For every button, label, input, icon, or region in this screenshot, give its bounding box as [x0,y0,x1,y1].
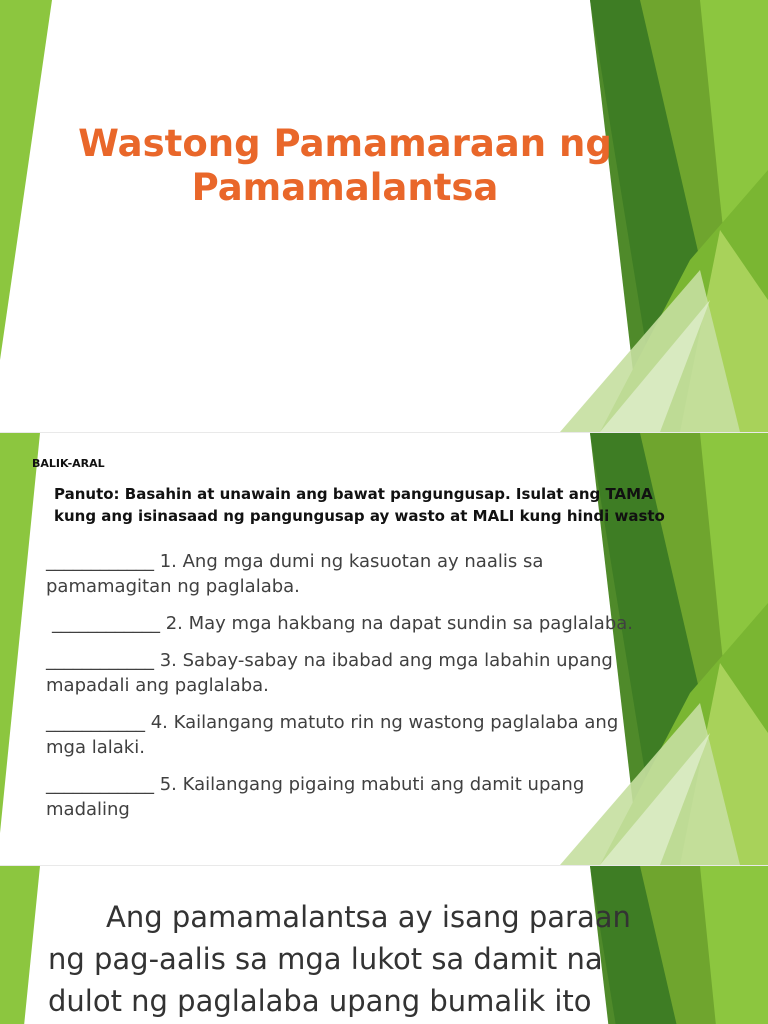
instruction-line: Panuto: Basahin at unawain ang bawat pangungusap. Isulat ang TAMA [54,485,653,503]
question-line: ___________ 4. Kailangang matuto rin ng wastong paglalaba ang [46,712,619,733]
slide-title-text [40,122,650,210]
question-item [46,648,706,698]
definition-line: dulot ng paglalaba upang bumalik ito [48,984,592,1018]
definition-line: ng pag-aalis sa mga lukot sa damit na [48,942,603,976]
question-line: ____________ 5. Kailangang pigaing mabuti ang damit upang [46,774,585,795]
title-line: Pamamalantsa [191,166,499,209]
definition-line: Ang pamamalantsa ay isang paraan [106,900,631,934]
question-line: ____________ 3. Sabay-sabay na ibabad ang mga labahin upang [46,650,613,671]
question-list [46,549,706,834]
question-item [46,611,706,636]
instruction-text [54,483,694,527]
question-line: madaling [46,799,130,820]
question-item [46,772,706,822]
green-triangle-decoration [0,0,768,432]
section-label: BALIK-ARAL [32,457,105,470]
slide-review [0,433,768,865]
slide-definition [0,866,768,1024]
question-line: pamamagitan ng paglalaba. [46,576,300,597]
title-line: Wastong Pamamaraan ng [78,122,612,165]
question-item [46,710,706,760]
instruction-line: kung ang isinasaad ng pangungusap ay wasto at MALI kung hindi wasto [54,507,665,525]
slide-title [0,0,768,432]
question-line: ____________ 2. May mga hakbang na dapat sundin sa paglalaba. [52,613,633,634]
definition-text [48,896,688,1022]
question-line: mapadali ang paglalaba. [46,675,269,696]
question-line: ____________ 1. Ang mga dumi ng kasuotan ay naalis sa [46,551,544,572]
question-line: mga lalaki. [46,737,145,758]
question-item [46,549,706,599]
